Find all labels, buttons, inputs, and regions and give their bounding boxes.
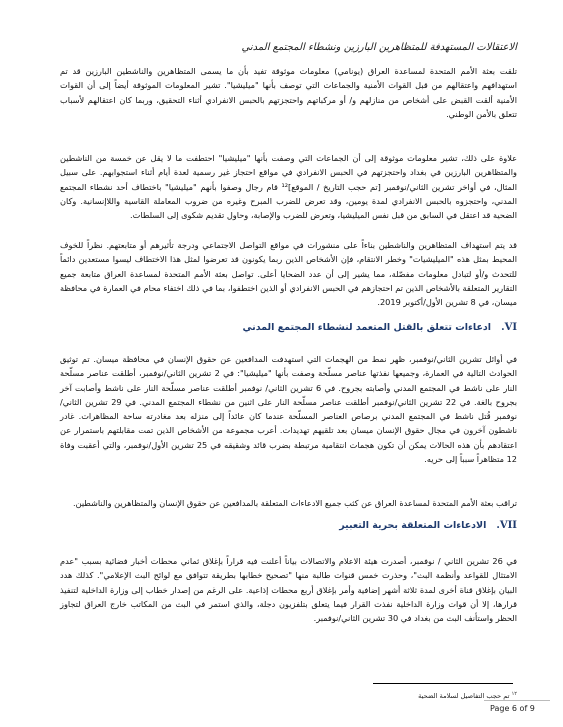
page-number-label: Page 6 of 9 (490, 704, 535, 713)
section-title-vii: الادعاءات المتعلقة بحرية التعبير (339, 520, 487, 531)
paragraph-social-media-targeting: قد يتم استهداف المتظاهرين والناشطين بناءاً على منشورات في مواقع التواصل الاجتماعي ودرجة تأثيرهم أو متابعتهم. نظراً للخوف المحيط بمثل هذه "الميليشيات" وخطر الانتقام، فإن الأشخاص الذين ربما يكونون قد تعرضوا لمثل هذا الاختطاف ليسوا مستعدين دائماً للتحدث و/أو لتبادل معلومات مفصّلة، مما يشير إلى أن عدد الضحايا أعلى. تواصل بعثة الأمم المتحدة لمساعدة العراق متابعة جميع التقارير المتعلقة بالأشخاص الذين تم احتجازهم في الحبس الانفرادي أو الذين اختطفوا، بما في ذلك اختفاء محام في العمارة في محافظة ميسان، في 8 تشرين الأول/أكتوبر 2019. (60, 240, 517, 308)
running-header: الاعتقالات المستهدفة للمتظاهرين البارزين ونشطاء المجتمع المدني (241, 42, 517, 53)
paragraph-militia-abductions: علاوة على ذلك، تشير معلومات موثوقة إلى أن الجماعات التي وصفت بأنها "ميليشيا" احتطفت ما لا يقل عن خمسة من الناشطين والمتظاهرين البارزين في بغداد واحتجزتهم في الحبس الانفرادي في مواقع احتجاز غير رسمية لعدة أيام أثناء استجوابهم. على سبيل المثال، في أواخر تشرين الثاني/نوفمبر [تم حجب التاريخ / الموقع]¹² قام رجال وصفوا بأنهم "ميليشيا" باختطاف أحد نشطاء المجتمع المدني، واحتجزوه بالحبس الانفرادي لمدة يومين، وقد تعرض للضرب المبرح وغيره من ضروب المعاملة القاسية واللاإنسانية. وكان الضحية قد اعتقل في السابق من قبل نفس الميليشيا، وتعرض للضرب والإصابة، وحاول تقديم شكوى إلى السلطات. (60, 153, 517, 221)
footnote-text: تم حجب التفاصيل لسلامة الضحية (418, 692, 510, 701)
paragraph-unami-monitoring: تراقب بعثة الأمم المتحدة لمساعدة العراق عن كثب جميع الادعاءات المتعلقة بالمدافعين عن حقوق الإنسان والمتظاهرين والناشطين. (73, 498, 517, 508)
paragraph-targeted-arrests: تلقت بعثة الأمم المتحدة لمساعدة العراق (يونامي) معلومات موثوقة تفيد بأن ما يسمى المتظاهرين والناشطين البارزين قد تم استهدافهم واعتقالهم من قبل القوات الأمنية والجماعات التي توصف بأنها "ميليشيا". تشير المعلومات الموثوقة أيضاً إلى أن القوات الأمنية ألقت القبض على أشخاص من منازلهم و/ أو مركباتهم واحتجزتهم بالحبس الانفرادي أثناء التحقيق، وربما كان اعتقالهم لأسباب تتعلق بالأمن الوطني. (60, 66, 517, 119)
section-heading-vi (60, 322, 517, 333)
footnote-separator (373, 683, 513, 684)
footnote (300, 691, 517, 700)
page-number (490, 704, 550, 713)
section-number-vii: VII. (496, 520, 517, 531)
paragraph-maysan-attacks: في أوائل تشرين الثاني/نوفمبر، ظهر نمط من الهجمات التي استهدفت المدافعين عن حقوق الإنسان في محافظة ميسان. تم توثيق الحوادث التالية في العمارة، وجميعها نفذتها عناصر مسلّحة وصفت بأنها "ميليشيا": في 2 تشرين الثاني/نوفمبر، أطلقت عناصر مسلّحة النار على ناشط في المجتمع المدني وأصابته بجروح. في 6 تشرين الثاني/ نوفمبر أطلقت عناصر مسلّحة النار على ناشط وأصابت آخر بجروح بالغة. في 22 تشرين الثاني/نوفمبر أطلقت عناصر مسلّحة النار على اثنين من نشطاء المجتمع المدني. في 29 تشرين الثاني/نوفمبر قُتل ناشط في المجتمع المدني برصاص العناصر المسلّحة عندما كان عائداً إلى منزله بعد مغادرته ساحة المظاهرات. غادر ناشطون آخرون في مجال حقوق الإنسان ميسان بعد تلقيهم تهديدات. أعرب مجموعة من الأشخاص الذين تمت مقابلتهم باستمرار عن اعتقادهم بأن هذه الحالات يمكن أن تكون هجمات انتقامية مرتبطة بضرب قائد وشقيقه في 25 تشرين الأول/نوفمبر، والتي أعقبت وفاة 12 متظاهراً سبباً إلى حريه. (60, 354, 518, 465)
section-number-vi: VI. (501, 322, 517, 333)
section-title-vi: ادعاءات تتعلق بالقتل المتعمد لنشطاء المجتمع المدني (242, 322, 492, 333)
section-heading-vii (60, 520, 517, 531)
page-number-rule (484, 700, 550, 717)
paragraph-media-closures: في 26 تشرين الثاني / نوفمبر، أصدرت هيئة الاعلام والاتصالات بياناً أعلنت فيه قراراً بإغلاق ثماني محطات أخبار فضائية بسبب "عدم الامتثال للقواعد وأنظمة البث"، وحذرت خمس قنوات طالبة منها "تصحيح خطابها بطريقة تتوافق مع لوائح البث الإعلامي". كذلك هدد البيان بإغلاق قناة أخرى لمدة ثلاثة أشهر إضافية وأمر بإغلاق أربع محطات إذاعية. على الرغم من إصدار خطاب إلى وزارة الداخلية لتنفيذ قرارها، إلا أن قوات وزارة الداخلية نفذت القرار فيما يتعلق بتلفزيون دجلة، والذي استمر في البث من المكاتب خارج العراق لتجاوز الحظر واستأنف البث من بغداد في 30 تشرين الثاني/نوفمبر. (60, 556, 518, 624)
footnote-marker: ١٢ (511, 691, 517, 697)
